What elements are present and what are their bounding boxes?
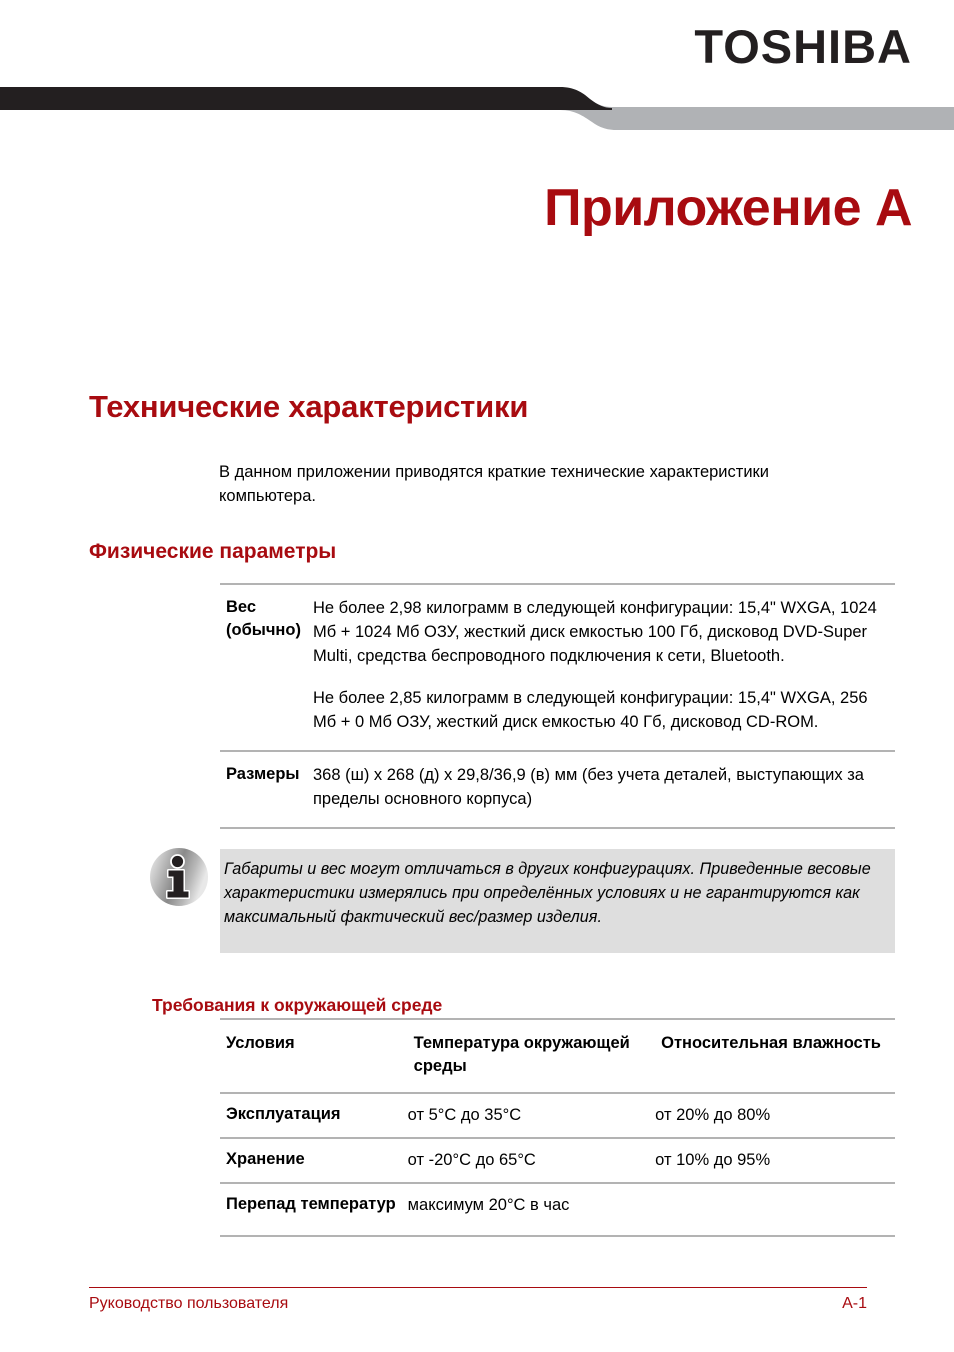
info-note-text: Габариты и вес могут отличаться в других конфигурациях. Приведенные весовые характеристики измерялись при определённых условиях и не гарантируются как максимальный фактический вес/размер изделия. (224, 860, 871, 926)
physical-parameters-table (220, 583, 895, 829)
row-label-weight (220, 584, 313, 751)
page-title: Технические характеристики (89, 388, 529, 424)
weight-config-1: Не более 2,98 килограмм в следующей конфигурации: 15,4" WXGA, 1024 Мб + 1024 Мб ОЗУ, жесткий диск емкостью 100 Гб, дисковод DVD-Super Multi, средства беспроводного подключения к сети, Bluetooth. (312, 599, 877, 665)
row-label-storage: Хранение (220, 1138, 408, 1183)
footer-divider (89, 1287, 867, 1288)
row-humidity-gradient (655, 1183, 895, 1236)
row-temperature-gradient: максимум 20°C в час (408, 1183, 655, 1236)
row-humidity-storage: от 10% до 95% (655, 1138, 895, 1183)
appendix-title: Приложение A (544, 179, 912, 237)
row-label-dimensions: Размеры (220, 751, 313, 828)
table-row (220, 1183, 895, 1236)
row-label-line-1: Вес (226, 598, 257, 616)
column-header-temperature: Температура окружающей среды (408, 1019, 655, 1093)
table-row (220, 584, 895, 751)
header-decorative-bar (0, 86, 954, 132)
info-icon (148, 846, 210, 908)
table-row (220, 1138, 895, 1183)
table-row (220, 1093, 895, 1138)
footer-page-number: A-1 (842, 1295, 867, 1312)
intro-paragraph: В данном приложении приводятся краткие технические характеристики компьютера. (219, 462, 769, 505)
section-heading-physical: Физические параметры (89, 540, 337, 564)
column-header-humidity: Относительная влажность (655, 1019, 895, 1093)
footer-document-title: Руководство пользователя (89, 1295, 289, 1312)
row-temperature-storage: от -20°C до 65°C (408, 1138, 655, 1183)
column-header-conditions: Условия (220, 1019, 408, 1093)
row-humidity-operating: от 20% до 80% (655, 1093, 895, 1138)
row-value-weight (313, 584, 895, 751)
environment-requirements-table (220, 1018, 895, 1237)
toshiba-logo: TOSHIBA (694, 20, 912, 73)
table-row (220, 751, 895, 828)
table-header-row (220, 1019, 895, 1093)
row-value-dimensions (313, 751, 895, 828)
row-label-temperature-gradient: Перепад температур (220, 1183, 408, 1236)
section-heading-environment: Требования к окружающей среде (152, 994, 443, 1015)
info-note-box (220, 849, 895, 953)
row-temperature-operating: от 5°C до 35°C (408, 1093, 655, 1138)
dimensions-text: 368 (ш) х 268 (д) х 29,8/36,9 (в) мм (без учета деталей, выступающих за пределы основного корпуса) (312, 766, 864, 808)
row-label-line-2: (обычно) (226, 621, 301, 639)
weight-config-2: Не более 2,85 килограмм в следующей конфигурации: 15,4" WXGA, 256 Мб + 0 Мб ОЗУ, жесткий диск емкостью 40 Гб, дисковод CD-ROM. (312, 689, 868, 731)
page-header (0, 0, 954, 140)
row-label-operating: Эксплуатация (220, 1093, 408, 1138)
